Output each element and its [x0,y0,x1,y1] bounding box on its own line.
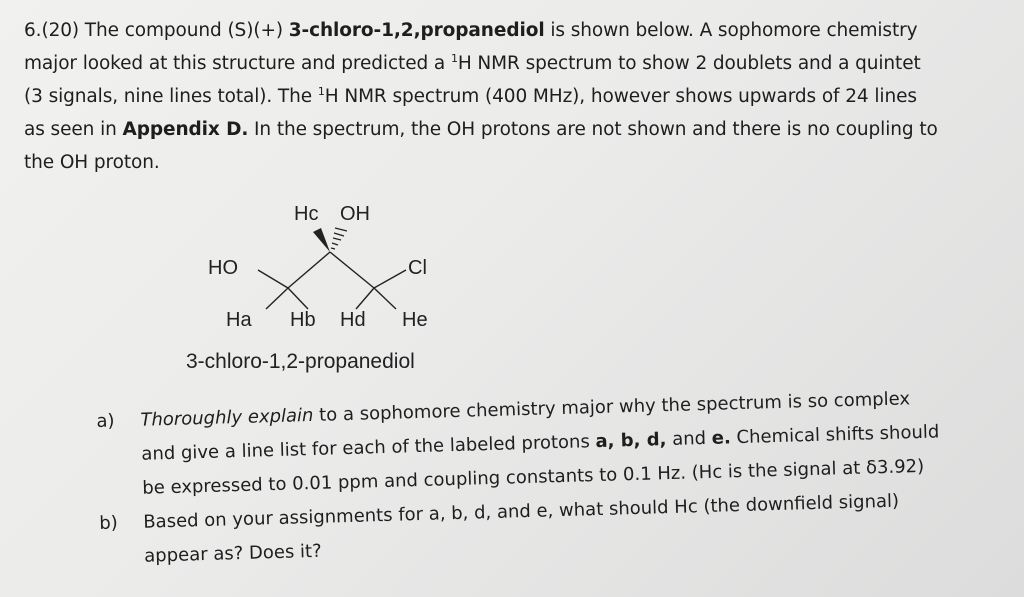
label-hd: Hd [340,309,366,331]
bond-c3-cl [374,270,406,288]
bond-c2-c3 [330,252,374,288]
emphasis-text: Thoroughly explain [140,404,314,431]
label-he: He [402,309,428,331]
part-a-text: and give a line list for each of the labeled protons [141,431,596,465]
part-a-letter: a) [96,410,115,432]
intro-text: H NMR spectrum (400 MHz), however shows upwards of 24 lines [324,86,917,107]
bond-c1-ha [266,288,288,309]
intro-text: is shown below. A sophomore chemistry [544,20,918,41]
proton-label-e-bold: e. [711,427,732,449]
bond-c1-hb [288,288,308,309]
compound-name-bold: 3-chloro-1,2,propanediol [288,20,545,41]
appendix-reference: Appendix D. [122,119,249,140]
intro-text: In the spectrum, the OH protons are not shown and there is no coupling to [248,119,938,140]
label-ha: Ha [226,309,252,331]
bond-ho-c1 [258,270,288,288]
intro-line-5: the OH proton. [24,152,160,173]
intro-line-1 [24,14,1024,47]
intro-text: as seen in [24,119,123,140]
part-a-line-3: be expressed to 0.01 ppm and coupling constants to 0.1 Hz. (Hc is the signal at δ3.92) [142,455,925,499]
label-ho: HO [208,257,238,279]
intro-text: 6.(20) The compound (S)(+) [24,20,289,41]
question-parts [96,379,1024,575]
bond-c3-he [374,288,396,309]
intro-line-2 [24,47,1024,80]
intro-text: major looked at this structure and predicted a [24,53,451,74]
superscript: 1 [317,85,325,98]
bond-c3-hd [356,288,374,309]
label-hc: Hc [294,203,319,225]
compound-caption: 3-chloro-1,2-propanediol [186,350,415,373]
label-oh: OH [340,203,370,225]
question-intro [24,14,1024,179]
proton-labels-bold: a, b, d, [595,429,667,453]
label-cl: Cl [408,257,427,279]
intro-text: H NMR spectrum to show 2 doublets and a quintet [457,53,921,74]
part-b-letter: b) [99,512,119,534]
part-a-text: to a sophomore chemistry major why the spectrum is so complex [313,388,911,426]
bond-c1-c2 [288,252,330,288]
molecule-structure [190,195,470,345]
intro-text: (3 signals, nine lines total). The [24,86,318,107]
superscript: 1 [450,52,458,65]
intro-line-3 [24,80,1024,113]
label-hb: Hb [290,309,316,331]
intro-line-4 [24,113,1024,146]
hash-bond-oh [331,228,347,249]
part-b-line-1: Based on your assignments for a, b, d, and e, what should Hc (the downfield signal) [142,490,900,533]
part-a-text: and [666,427,713,451]
part-b-line-2: appear as? Does it? [143,540,322,567]
part-a-text: Chemical shifts should [730,421,940,449]
wedge-bond-hc [313,228,330,252]
